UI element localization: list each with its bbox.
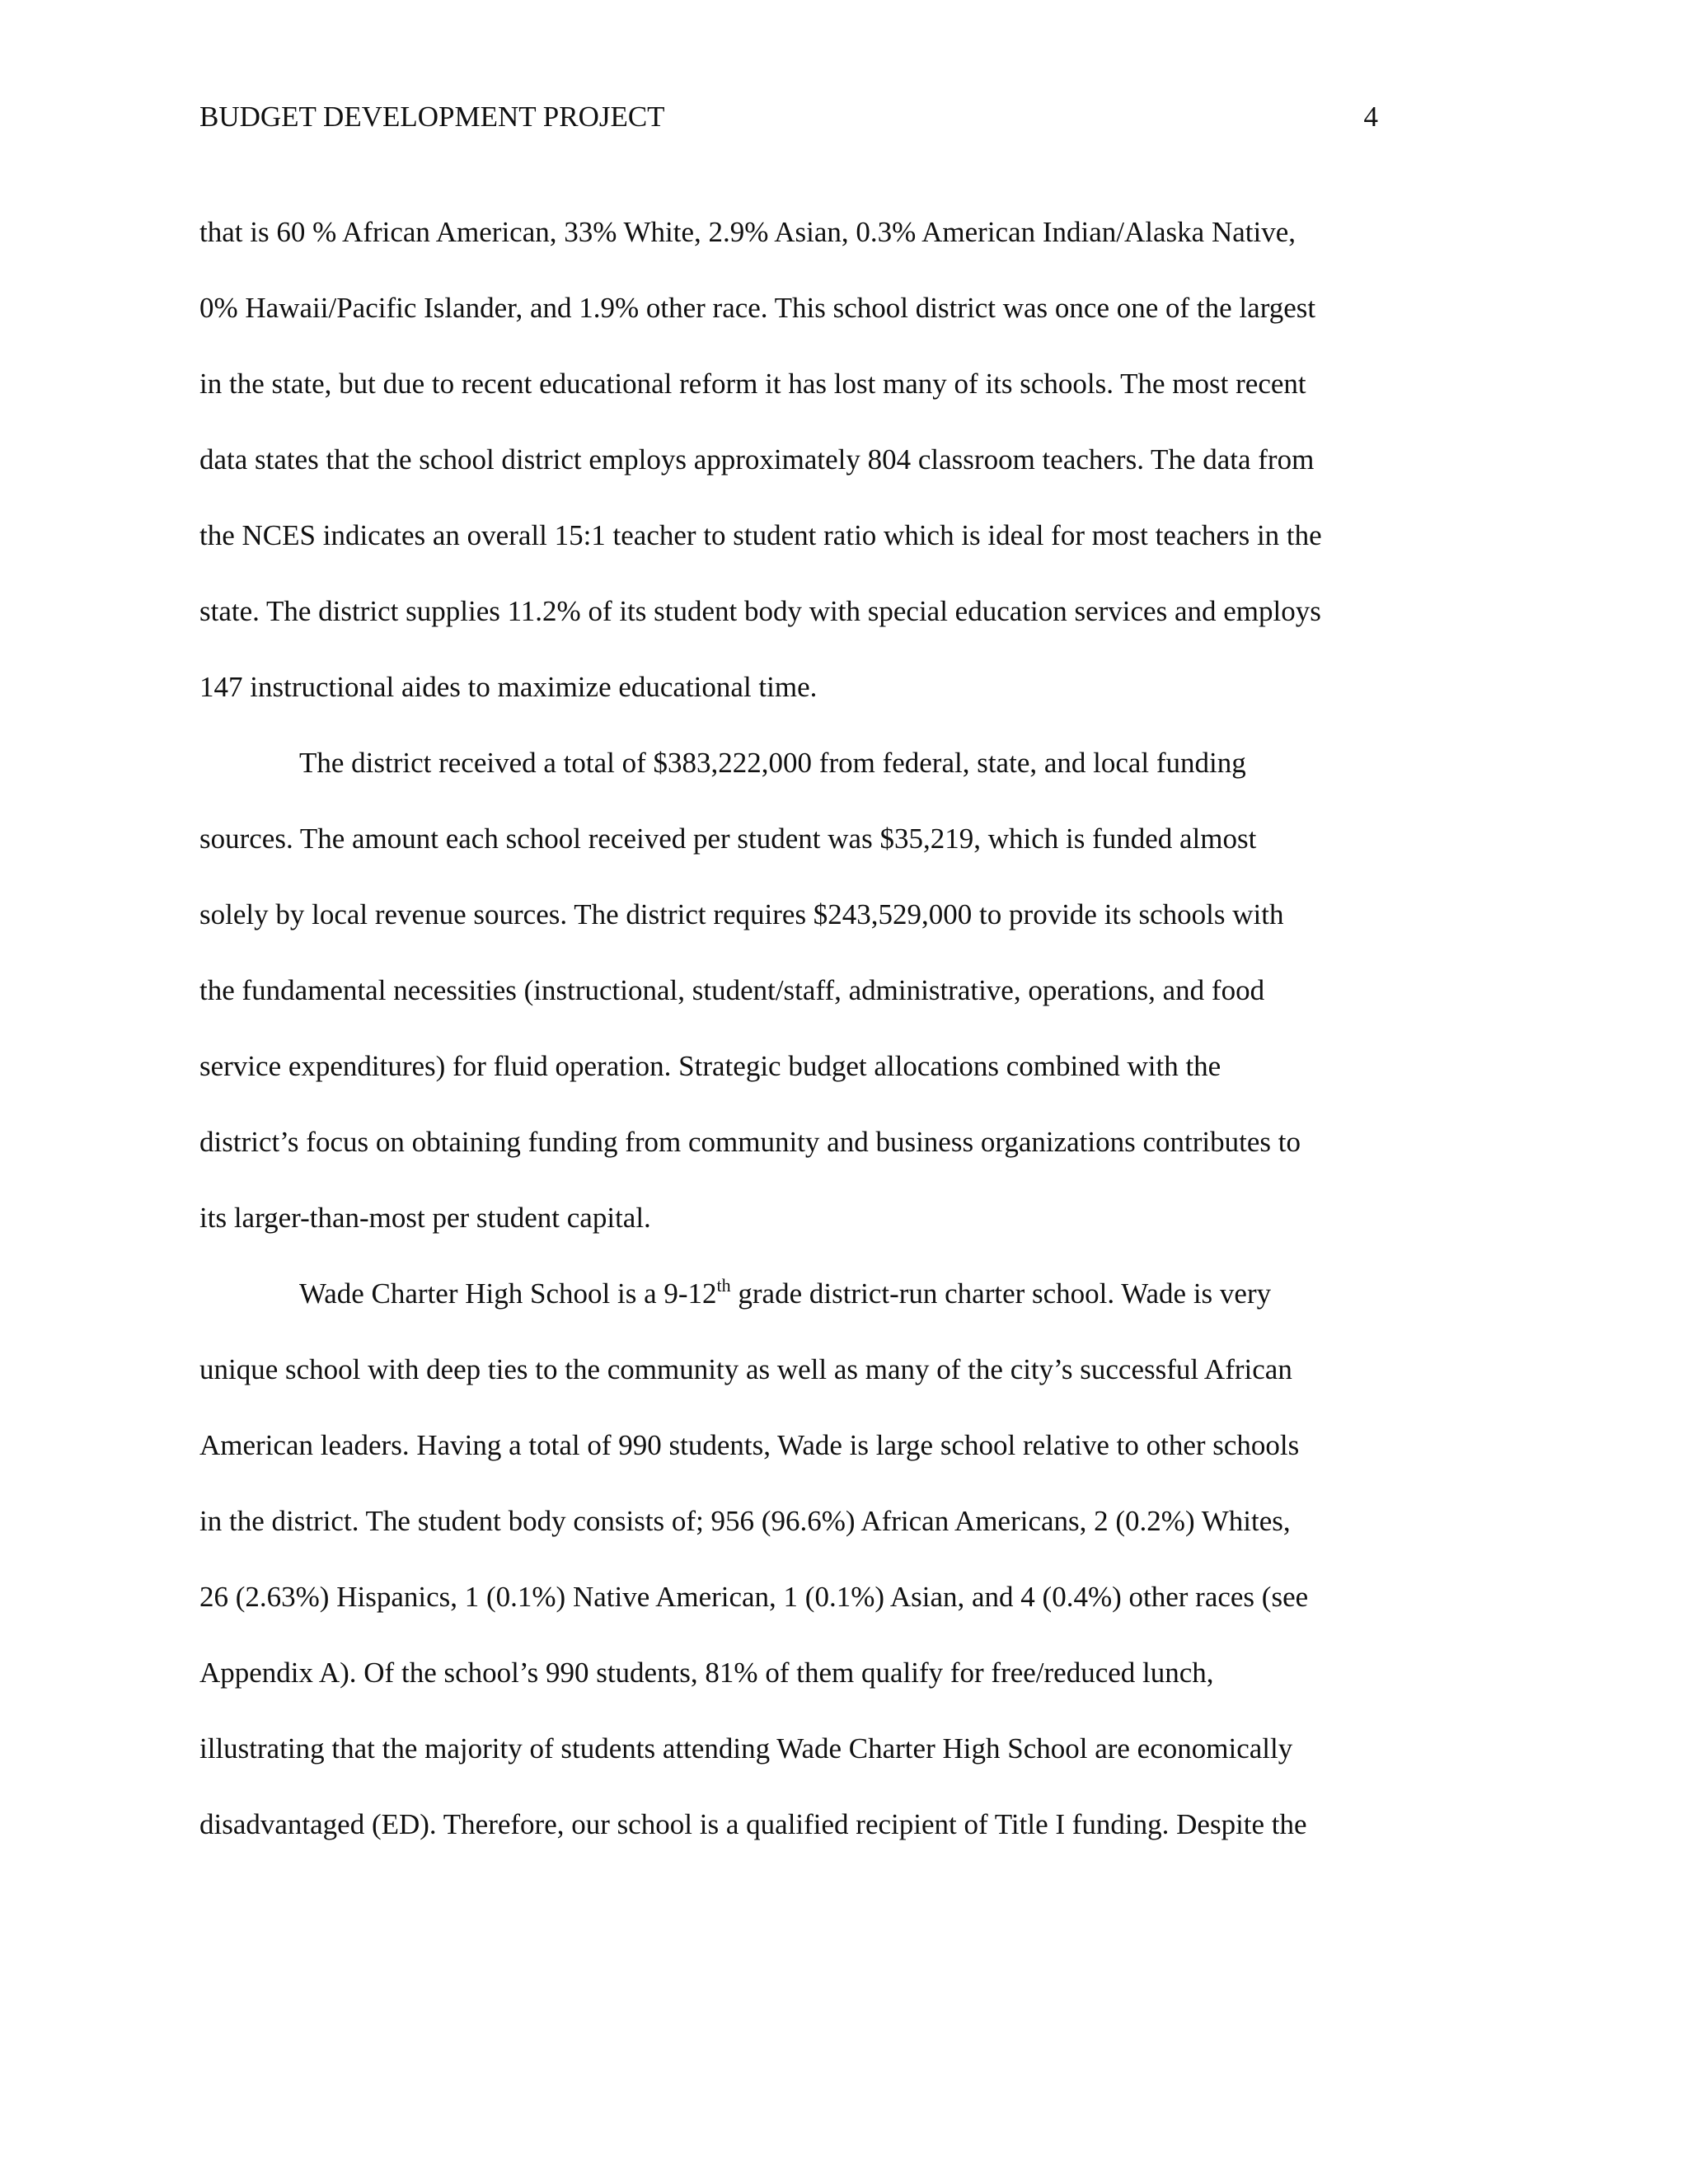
- paragraph-district-funding: [199, 725, 1485, 1256]
- text-line: American leaders. Having a total of 990 students, Wade is large school relative to other schools: [199, 1429, 1300, 1461]
- text-after-superscript: grade district-run charter school. Wade is very: [730, 1277, 1272, 1310]
- text-line: 147 instructional aides to maximize educational time.: [199, 671, 818, 703]
- body-text: [199, 194, 1485, 1863]
- paragraph-demographics: [199, 194, 1485, 725]
- text-line: in the district. The student body consists of; 956 (96.6%) African Americans, 2 (0.2%) Whites,: [199, 1505, 1291, 1537]
- text-line: state. The district supplies 11.2% of its student body with special education services and employs: [199, 595, 1321, 627]
- text-line-first: [199, 1256, 1485, 1332]
- text-line: service expenditures) for fluid operation. Strategic budget allocations combined with the: [199, 1050, 1221, 1082]
- text-line: that is 60 % African American, 33% White, 2.9% Asian, 0.3% American Indian/Alaska Native,: [199, 216, 1296, 248]
- running-title: BUDGET DEVELOPMENT PROJECT: [199, 101, 665, 133]
- text-before-superscript: Wade Charter High School is a 9-12: [299, 1277, 717, 1310]
- text-line: 0% Hawaii/Pacific Islander, and 1.9% other race. This school district was once one of the largest: [199, 292, 1316, 324]
- text-line: unique school with deep ties to the community as well as many of the city’s successful African: [199, 1353, 1292, 1385]
- text-line: Appendix A). Of the school’s 990 students, 81% of them qualify for free/reduced lunch,: [199, 1657, 1214, 1689]
- running-head: [199, 97, 1378, 137]
- text-line: 26 (2.63%) Hispanics, 1 (0.1%) Native American, 1 (0.1%) Asian, and 4 (0.4%) other races (see: [199, 1581, 1309, 1613]
- ordinal-superscript: th: [716, 1275, 731, 1296]
- text-line: illustrating that the majority of students attending Wade Charter High School are economically: [199, 1732, 1293, 1765]
- text-line: sources. The amount each school received per student was $35,219, which is funded almost: [199, 823, 1257, 855]
- paragraph-wade-charter: [199, 1256, 1485, 1863]
- text-line: The district received a total of $383,222,000 from federal, state, and local funding: [299, 747, 1246, 779]
- page-number: 4: [1363, 101, 1378, 133]
- text-line: disadvantaged (ED). Therefore, our school is a qualified recipient of Title I funding. Despite the: [199, 1808, 1307, 1840]
- text-line: in the state, but due to recent educational reform it has lost many of its schools. The most recent: [199, 368, 1306, 400]
- text-line: the NCES indicates an overall 15:1 teacher to student ratio which is ideal for most teachers in the: [199, 519, 1322, 551]
- text-line: solely by local revenue sources. The district requires $243,529,000 to provide its schools with: [199, 898, 1284, 930]
- text-line: data states that the school district employs approximately 804 classroom teachers. The data from: [199, 443, 1315, 476]
- text-line: the fundamental necessities (instructional, student/staff, administrative, operations, and food: [199, 974, 1265, 1006]
- text-line: district’s focus on obtaining funding from community and business organizations contributes to: [199, 1126, 1301, 1158]
- text-line: its larger-than-most per student capital.: [199, 1202, 651, 1234]
